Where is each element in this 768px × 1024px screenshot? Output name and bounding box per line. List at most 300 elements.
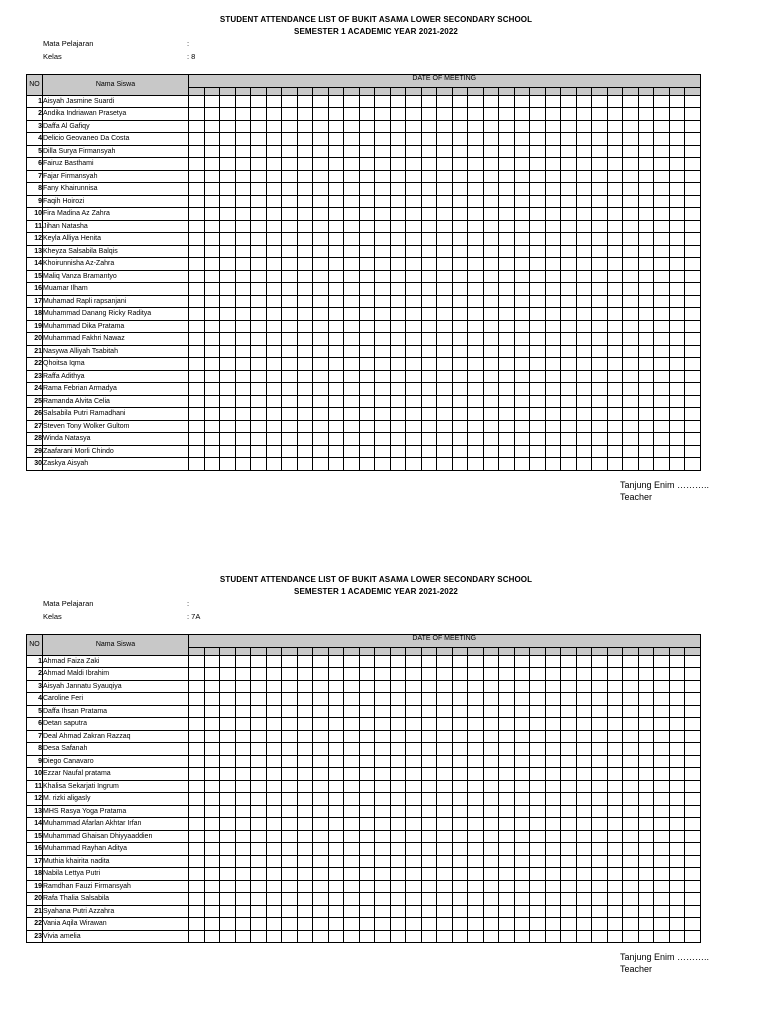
attendance-cell xyxy=(545,220,561,233)
attendance-cell xyxy=(592,693,608,706)
attendance-cell xyxy=(592,320,608,333)
attendance-cell xyxy=(483,855,499,868)
attendance-cell xyxy=(561,433,577,446)
attendance-cell xyxy=(313,793,329,806)
attendance-cell xyxy=(313,108,329,121)
attendance-cell xyxy=(514,830,530,843)
attendance-cell xyxy=(638,120,654,133)
attendance-cell xyxy=(669,680,685,693)
attendance-cell xyxy=(375,308,391,321)
attendance-cell xyxy=(421,718,437,731)
attendance-cell xyxy=(421,170,437,183)
attendance-cell xyxy=(328,680,344,693)
attendance-cell xyxy=(313,145,329,158)
attendance-cell xyxy=(576,245,592,258)
attendance-cell xyxy=(406,793,422,806)
attendance-cell xyxy=(607,383,623,396)
attendance-cell xyxy=(390,245,406,258)
attendance-cell xyxy=(406,295,422,308)
attendance-cell xyxy=(514,705,530,718)
attendance-cell xyxy=(561,333,577,346)
attendance-cell xyxy=(235,830,251,843)
attendance-cell xyxy=(220,718,236,731)
attendance-cell xyxy=(359,830,375,843)
attendance-cell xyxy=(189,445,205,458)
col-header-name: Nama Siswa xyxy=(43,635,189,656)
attendance-cell xyxy=(359,420,375,433)
attendance-cell xyxy=(514,668,530,681)
attendance-cell xyxy=(328,855,344,868)
attendance-cell xyxy=(685,680,701,693)
attendance-cell xyxy=(251,208,267,221)
attendance-cell xyxy=(282,918,298,931)
attendance-cell xyxy=(266,345,282,358)
attendance-cell xyxy=(220,433,236,446)
attendance-cell xyxy=(452,680,468,693)
attendance-cell xyxy=(297,408,313,421)
meeting-date-cell xyxy=(359,87,375,95)
attendance-cell xyxy=(685,245,701,258)
attendance-cell xyxy=(452,245,468,258)
attendance-cell xyxy=(297,358,313,371)
attendance-cell xyxy=(638,320,654,333)
attendance-cell xyxy=(561,320,577,333)
attendance-cell xyxy=(297,270,313,283)
attendance-cell xyxy=(266,283,282,296)
attendance-cell xyxy=(483,295,499,308)
student-name: Muhammad Danang Ricky Raditya xyxy=(43,308,189,321)
attendance-cell xyxy=(437,918,453,931)
attendance-cell xyxy=(251,145,267,158)
attendance-cell xyxy=(452,183,468,196)
attendance-cell xyxy=(654,245,670,258)
student-name: Muhammad Fakhri Nawaz xyxy=(43,333,189,346)
attendance-cell xyxy=(359,843,375,856)
attendance-cell xyxy=(189,370,205,383)
attendance-cell xyxy=(654,395,670,408)
attendance-cell xyxy=(561,445,577,458)
table-row xyxy=(27,930,701,943)
attendance-cell xyxy=(483,755,499,768)
attendance-cell xyxy=(421,408,437,421)
attendance-cell xyxy=(235,383,251,396)
attendance-cell xyxy=(266,408,282,421)
attendance-cell xyxy=(452,108,468,121)
attendance-cell xyxy=(204,655,220,668)
attendance-cell xyxy=(483,705,499,718)
meeting-date-cell xyxy=(406,647,422,655)
attendance-cell xyxy=(359,743,375,756)
attendance-cell xyxy=(344,458,360,471)
attendance-cell xyxy=(468,458,484,471)
attendance-cell xyxy=(251,680,267,693)
attendance-cell xyxy=(499,793,515,806)
attendance-cell xyxy=(251,358,267,371)
attendance-cell xyxy=(437,320,453,333)
attendance-cell xyxy=(421,755,437,768)
attendance-cell xyxy=(483,420,499,433)
attendance-cell xyxy=(313,718,329,731)
attendance-cell xyxy=(514,208,530,221)
attendance-cell xyxy=(220,668,236,681)
meeting-date-cell xyxy=(251,87,267,95)
attendance-cell xyxy=(297,755,313,768)
meeting-date-cell xyxy=(390,647,406,655)
attendance-cell xyxy=(406,768,422,781)
attendance-cell xyxy=(592,445,608,458)
student-name: Ahmad Faiza Zaki xyxy=(43,655,189,668)
attendance-cell xyxy=(359,108,375,121)
attendance-cell xyxy=(623,258,639,271)
table-row xyxy=(27,893,701,906)
attendance-cell xyxy=(530,333,546,346)
attendance-cell xyxy=(344,345,360,358)
attendance-cell xyxy=(452,668,468,681)
attendance-cell xyxy=(204,220,220,233)
meeting-date-cell xyxy=(406,87,422,95)
attendance-cell xyxy=(220,805,236,818)
attendance-cell xyxy=(654,233,670,246)
attendance-cell xyxy=(545,383,561,396)
attendance-cell xyxy=(375,333,391,346)
attendance-cell xyxy=(421,905,437,918)
attendance-cell xyxy=(576,930,592,943)
attendance-cell xyxy=(685,170,701,183)
attendance-cell xyxy=(282,270,298,283)
student-name: Fira Madina Az Zahra xyxy=(43,208,189,221)
attendance-cell xyxy=(189,668,205,681)
col-header-date-of-meeting: DATE OF MEETING xyxy=(189,635,701,648)
attendance-cell xyxy=(638,755,654,768)
attendance-cell xyxy=(638,445,654,458)
signature-role: Teacher xyxy=(620,492,653,502)
attendance-cell xyxy=(576,918,592,931)
attendance-cell xyxy=(530,793,546,806)
attendance-cell xyxy=(623,793,639,806)
meeting-date-cell xyxy=(561,647,577,655)
table-row xyxy=(27,133,701,146)
meeting-date-cell xyxy=(235,87,251,95)
attendance-cell xyxy=(251,693,267,706)
signature-place: Tanjung Enim ……….. xyxy=(620,952,710,962)
attendance-cell xyxy=(235,655,251,668)
table-row xyxy=(27,170,701,183)
attendance-cell xyxy=(545,433,561,446)
attendance-cell xyxy=(437,930,453,943)
attendance-cell xyxy=(514,283,530,296)
attendance-cell xyxy=(282,183,298,196)
attendance-cell xyxy=(189,655,205,668)
attendance-cell xyxy=(561,308,577,321)
attendance-cell xyxy=(204,283,220,296)
attendance-cell xyxy=(328,158,344,171)
attendance-cell xyxy=(530,868,546,881)
attendance-cell xyxy=(189,420,205,433)
attendance-cell xyxy=(514,233,530,246)
meeting-date-cell xyxy=(561,87,577,95)
attendance-cell xyxy=(390,283,406,296)
row-number: 25 xyxy=(27,395,43,408)
attendance-cell xyxy=(266,258,282,271)
attendance-cell xyxy=(251,668,267,681)
attendance-cell xyxy=(359,868,375,881)
attendance-cell xyxy=(499,370,515,383)
attendance-cell xyxy=(669,233,685,246)
attendance-cell xyxy=(623,868,639,881)
attendance-cell xyxy=(623,818,639,831)
attendance-cell xyxy=(685,220,701,233)
attendance-cell xyxy=(375,95,391,108)
attendance-cell xyxy=(561,358,577,371)
student-name: Steven Tony Wolker Gultom xyxy=(43,420,189,433)
attendance-cell xyxy=(607,133,623,146)
attendance-cell xyxy=(576,133,592,146)
attendance-cell xyxy=(266,370,282,383)
attendance-cell xyxy=(421,358,437,371)
attendance-cell xyxy=(452,295,468,308)
attendance-cell xyxy=(406,220,422,233)
attendance-cell xyxy=(483,918,499,931)
attendance-cell xyxy=(235,133,251,146)
attendance-cell xyxy=(530,655,546,668)
attendance-cell xyxy=(468,918,484,931)
attendance-cell xyxy=(499,693,515,706)
attendance-cell xyxy=(282,655,298,668)
attendance-cell xyxy=(576,383,592,396)
meeting-date-cell xyxy=(468,647,484,655)
attendance-cell xyxy=(328,755,344,768)
attendance-cell xyxy=(685,880,701,893)
attendance-cell xyxy=(282,133,298,146)
attendance-cell xyxy=(189,805,205,818)
attendance-cell xyxy=(623,208,639,221)
row-number: 21 xyxy=(27,345,43,358)
attendance-cell xyxy=(313,668,329,681)
attendance-cell xyxy=(654,730,670,743)
attendance-cell xyxy=(344,383,360,396)
attendance-cell xyxy=(669,308,685,321)
attendance-cell xyxy=(638,420,654,433)
attendance-cell xyxy=(468,183,484,196)
attendance-cell xyxy=(266,793,282,806)
attendance-cell xyxy=(235,905,251,918)
attendance-cell xyxy=(235,395,251,408)
attendance-cell xyxy=(452,445,468,458)
attendance-cell xyxy=(297,433,313,446)
attendance-cell xyxy=(344,755,360,768)
attendance-cell xyxy=(607,195,623,208)
attendance-cell xyxy=(359,258,375,271)
attendance-cell xyxy=(607,843,623,856)
attendance-cell xyxy=(499,805,515,818)
attendance-cell xyxy=(251,880,267,893)
attendance-cell xyxy=(266,120,282,133)
attendance-cell xyxy=(623,705,639,718)
attendance-cell xyxy=(638,818,654,831)
attendance-cell xyxy=(282,445,298,458)
attendance-cell xyxy=(530,693,546,706)
attendance-cell xyxy=(266,108,282,121)
attendance-cell xyxy=(328,445,344,458)
attendance-cell xyxy=(623,133,639,146)
attendance-cell xyxy=(483,270,499,283)
attendance-cell xyxy=(468,358,484,371)
class-value: : 7A xyxy=(187,612,201,621)
attendance-cell xyxy=(235,743,251,756)
attendance-cell xyxy=(669,433,685,446)
attendance-cell xyxy=(669,333,685,346)
row-number: 6 xyxy=(27,158,43,171)
attendance-cell xyxy=(390,233,406,246)
student-name: Winda Natasya xyxy=(43,433,189,446)
attendance-cell xyxy=(297,918,313,931)
table-row xyxy=(27,805,701,818)
attendance-cell xyxy=(328,458,344,471)
attendance-cell xyxy=(561,370,577,383)
attendance-cell xyxy=(375,843,391,856)
attendance-cell xyxy=(623,320,639,333)
attendance-cell xyxy=(685,768,701,781)
attendance-cell xyxy=(235,705,251,718)
attendance-cell xyxy=(638,283,654,296)
attendance-cell xyxy=(390,918,406,931)
attendance-cell xyxy=(468,730,484,743)
attendance-cell xyxy=(685,930,701,943)
attendance-cell xyxy=(561,233,577,246)
attendance-cell xyxy=(483,905,499,918)
attendance-cell xyxy=(654,283,670,296)
attendance-cell xyxy=(266,705,282,718)
attendance-cell xyxy=(313,843,329,856)
row-number: 8 xyxy=(27,743,43,756)
attendance-cell xyxy=(468,208,484,221)
attendance-cell xyxy=(561,880,577,893)
attendance-cell xyxy=(189,183,205,196)
attendance-cell xyxy=(437,145,453,158)
attendance-cell xyxy=(514,893,530,906)
attendance-cell xyxy=(344,718,360,731)
attendance-cell xyxy=(654,145,670,158)
attendance-cell xyxy=(483,133,499,146)
student-name: Raffa Adithya xyxy=(43,370,189,383)
attendance-cell xyxy=(669,370,685,383)
attendance-cell xyxy=(468,930,484,943)
attendance-cell xyxy=(204,95,220,108)
row-number: 15 xyxy=(27,830,43,843)
row-number: 3 xyxy=(27,680,43,693)
attendance-cell xyxy=(654,345,670,358)
student-name: Zaafarani Morli Chindo xyxy=(43,445,189,458)
attendance-cell xyxy=(499,320,515,333)
attendance-cell xyxy=(251,283,267,296)
attendance-cell xyxy=(530,893,546,906)
attendance-cell xyxy=(561,270,577,283)
attendance-cell xyxy=(685,333,701,346)
student-name: Jihan Natasha xyxy=(43,220,189,233)
attendance-cell xyxy=(607,705,623,718)
meeting-date-cell xyxy=(669,647,685,655)
attendance-cell xyxy=(623,295,639,308)
attendance-cell xyxy=(437,433,453,446)
attendance-cell xyxy=(375,830,391,843)
attendance-cell xyxy=(654,780,670,793)
attendance-cell xyxy=(251,195,267,208)
attendance-cell xyxy=(452,705,468,718)
attendance-cell xyxy=(328,120,344,133)
attendance-cell xyxy=(390,830,406,843)
attendance-cell xyxy=(313,755,329,768)
table-row xyxy=(27,395,701,408)
meeting-date-cell xyxy=(545,647,561,655)
attendance-cell xyxy=(437,195,453,208)
attendance-cell xyxy=(545,320,561,333)
table-row xyxy=(27,793,701,806)
attendance-cell xyxy=(654,408,670,421)
attendance-cell xyxy=(638,458,654,471)
attendance-cell xyxy=(421,805,437,818)
row-number: 18 xyxy=(27,868,43,881)
attendance-cell xyxy=(654,120,670,133)
meeting-date-cell xyxy=(204,87,220,95)
class-value: : 8 xyxy=(187,52,196,61)
attendance-cell xyxy=(483,158,499,171)
attendance-cell xyxy=(344,743,360,756)
attendance-cell xyxy=(530,158,546,171)
attendance-cell xyxy=(390,755,406,768)
attendance-cell xyxy=(359,433,375,446)
attendance-cell xyxy=(499,420,515,433)
attendance-cell xyxy=(638,133,654,146)
attendance-cell xyxy=(685,668,701,681)
attendance-cell xyxy=(499,655,515,668)
table-row xyxy=(27,693,701,706)
attendance-cell xyxy=(530,818,546,831)
attendance-cell xyxy=(406,880,422,893)
attendance-cell xyxy=(654,133,670,146)
attendance-cell xyxy=(514,158,530,171)
attendance-cell xyxy=(390,743,406,756)
attendance-cell xyxy=(266,133,282,146)
attendance-cell xyxy=(499,408,515,421)
attendance-cell xyxy=(204,755,220,768)
attendance-cell xyxy=(685,395,701,408)
attendance-cell xyxy=(375,705,391,718)
row-number: 2 xyxy=(27,108,43,121)
attendance-cell xyxy=(266,233,282,246)
attendance-cell xyxy=(638,245,654,258)
attendance-cell xyxy=(390,408,406,421)
attendance-cell xyxy=(328,880,344,893)
attendance-cell xyxy=(452,718,468,731)
attendance-cell xyxy=(437,208,453,221)
attendance-cell xyxy=(266,830,282,843)
attendance-cell xyxy=(561,208,577,221)
attendance-cell xyxy=(468,158,484,171)
attendance-cell xyxy=(328,420,344,433)
table-row xyxy=(27,868,701,881)
attendance-cell xyxy=(220,693,236,706)
attendance-cell xyxy=(592,705,608,718)
attendance-cell xyxy=(282,793,298,806)
attendance-cell xyxy=(189,868,205,881)
attendance-cell xyxy=(669,258,685,271)
attendance-cell xyxy=(437,233,453,246)
attendance-cell xyxy=(514,258,530,271)
subject-value: : xyxy=(187,599,190,608)
attendance-cell xyxy=(220,743,236,756)
attendance-cell xyxy=(359,320,375,333)
attendance-cell xyxy=(235,170,251,183)
